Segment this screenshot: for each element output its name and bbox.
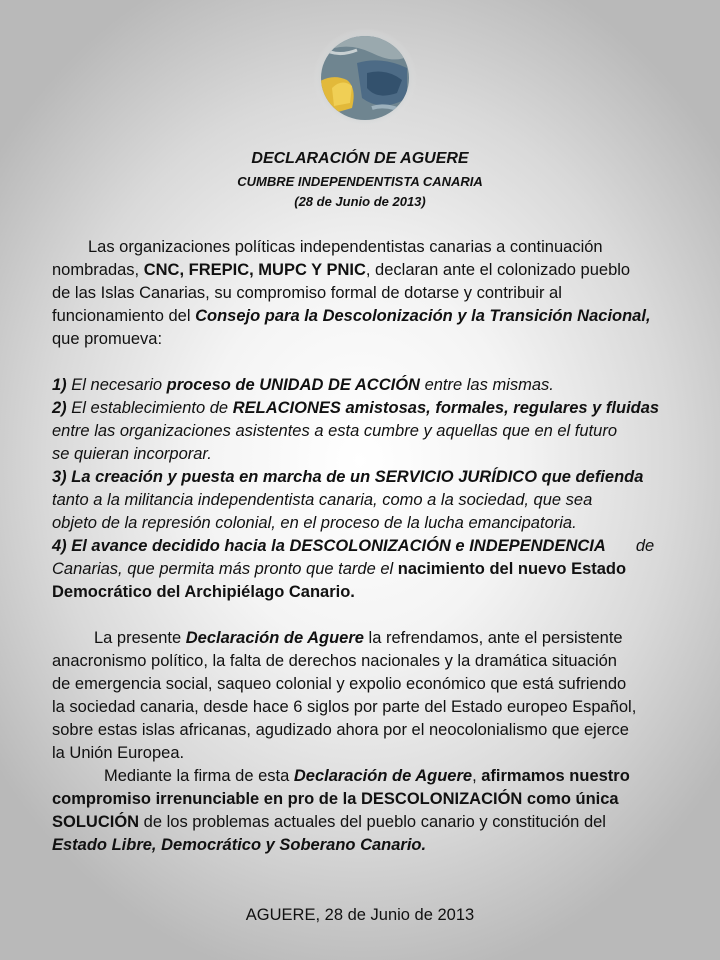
text: El necesario	[66, 376, 167, 394]
declaration-body	[52, 236, 692, 857]
point-4	[52, 535, 692, 558]
emblem-logo-icon	[312, 28, 418, 128]
point-2	[52, 397, 692, 420]
point-3-cont: objeto de la represión colonial, en el proceso de la lucha emancipatoria.	[52, 514, 577, 532]
text: Mediante la firma de esta	[104, 767, 294, 785]
signature-line: AGUERE, 28 de Junio de 2013	[245, 906, 475, 924]
point-number: 1)	[52, 376, 67, 394]
declaration-name: Declaración de Aguere	[185, 629, 364, 647]
text: funcionamiento del	[52, 307, 196, 325]
organizations-list: CNC, FREPIC, MUPC Y PNIC	[143, 261, 366, 279]
emphasis: SOLUCIÓN	[52, 813, 140, 831]
text: entre las mismas.	[419, 376, 554, 394]
text: nombradas,	[52, 261, 144, 279]
intro-line	[52, 259, 692, 282]
text: ,	[472, 767, 482, 785]
emphasis: RELACIONES amistosas, formales, regulares y fluidas	[232, 399, 660, 417]
text: La presente	[94, 629, 186, 647]
text: 4) El avance decidido hacia la DESCOLONIZACIÓN e INDEPENDENCIA	[52, 537, 606, 555]
declaration-name: Declaración de Aguere	[293, 767, 473, 785]
closing-line: la Unión Europea.	[52, 744, 185, 762]
closing-line: anacronismo político, la falta de derechos nacionales y la dramática situación	[52, 652, 617, 670]
document-title: DECLARACIÓN DE AGUERE	[251, 150, 469, 167]
point-2-cont: entre las organizaciones asistentes a esta cumbre y aquellas que en el futuro	[52, 422, 618, 440]
document-subtitle: CUMBRE INDEPENDENTISTA CANARIA	[237, 174, 483, 189]
closing-line	[52, 811, 692, 834]
intro-line	[52, 305, 692, 328]
closing-line: Estado Libre, Democrático y Soberano Canario.	[52, 836, 427, 854]
emphasis: nacimiento del nuevo Estado	[397, 560, 627, 578]
emphasis: afirmamos nuestro	[481, 767, 630, 785]
closing-line: la sociedad canaria, desde hace 6 siglos por parte del Estado europeo Español,	[52, 698, 637, 716]
intro-line: de las Islas Canarias, su compromiso formal de dotarse y contribuir al	[52, 284, 562, 302]
text: , declaran ante el colonizado pueblo	[365, 261, 631, 279]
intro-paragraph: Las organizaciones políticas independentistas canarias a continuación	[88, 238, 603, 256]
point-3: 3) La creación y puesta en marcha de un SERVICIO JURÍDICO que defienda	[52, 468, 644, 486]
closing-paragraph	[52, 627, 692, 650]
text: de	[635, 537, 655, 555]
emphasis: proceso de UNIDAD DE ACCIÓN	[166, 376, 420, 394]
text: de los problemas actuales del pueblo canario y constitución del	[139, 813, 606, 831]
point-4-cont: Democrático del Archipiélago Canario.	[52, 583, 355, 601]
closing-line: sobre estas islas africanas, agudizado ahora por el neocolonialismo que ejerce	[52, 721, 629, 739]
intro-line: que promueva:	[52, 330, 163, 348]
closing-line: de emergencia social, saqueo colonial y expolio económico que está sufriendo	[52, 675, 627, 693]
closing-line	[52, 765, 692, 788]
text: El establecimiento de	[66, 399, 233, 417]
point-number: 2)	[52, 399, 67, 417]
point-1	[52, 374, 692, 397]
text: la refrendamos, ante el persistente	[363, 629, 623, 647]
council-name: Consejo para la Descolonización y la Transición Nacional,	[195, 307, 651, 325]
text: Canarias, que permita más pronto que tarde el	[52, 560, 398, 578]
point-3-cont: tanto a la militancia independentista canaria, como a la sociedad, que sea	[52, 491, 593, 509]
document-date: (28 de Junio de 2013)	[294, 194, 426, 209]
point-4-cont	[52, 558, 692, 581]
point-2-cont: se quieran incorporar.	[52, 445, 212, 463]
closing-line: compromiso irrenunciable en pro de la DESCOLONIZACIÓN como única	[52, 790, 619, 808]
